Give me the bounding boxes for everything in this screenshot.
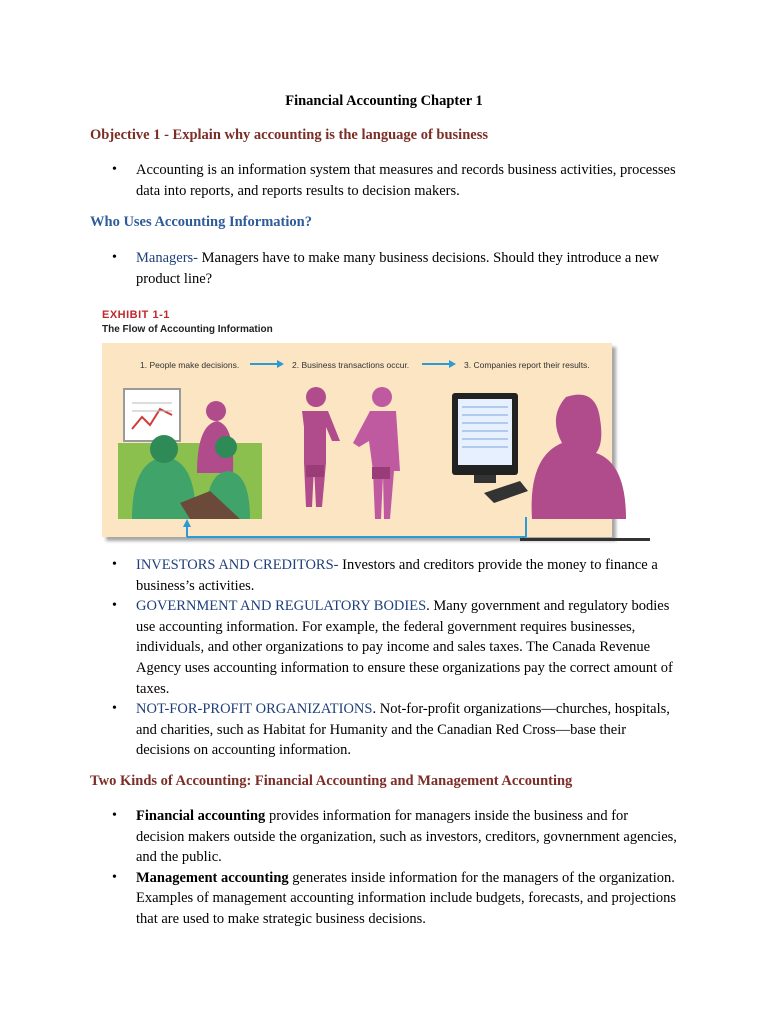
exhibit-step-3: 3. Companies report their results. [464, 360, 590, 370]
flow-arrow-icon [250, 360, 284, 368]
user-term: NOT-FOR-PROFIT ORGANIZATIONS [136, 701, 373, 718]
managers-term: Managers- [136, 250, 199, 266]
kind-term: Management accounting [136, 869, 289, 886]
bullet-icon: • [112, 557, 117, 572]
exhibit-caption: The Flow of Accounting Information [102, 324, 273, 335]
list-item [90, 699, 680, 761]
bullet-icon: • [112, 808, 117, 823]
flow-arrow-icon [422, 360, 456, 368]
two-kinds-heading: Two Kinds of Accounting: Financial Accounting and Management Accounting [90, 773, 573, 789]
exhibit-figure [102, 309, 654, 541]
objective-1-heading: Objective 1 - Explain why accounting is the language of business [90, 127, 488, 143]
list-item-text: Accounting is an information system that measures and records business activities, processes data into reports, and reports results to decision makers. [136, 162, 676, 199]
bullet-icon: • [112, 869, 117, 885]
list-item [90, 555, 680, 596]
bullet-icon: • [112, 598, 117, 614]
exhibit-step-1: 1. People make decisions. [140, 360, 240, 370]
kind-text: generates inside information for the managers of the organization. Examples of management accounting information include budgets, forecasts, and projections that are used to make strategic business decisions. [136, 869, 676, 927]
exhibit-illustration [102, 343, 654, 541]
user-text: . Not-for-profit organizations—churches, hospitals, and charities, such as Habitat for Humanity and the Canadian Red Cross—base their decisions on accounting information. [136, 701, 670, 759]
users-list [90, 555, 680, 761]
bullet-icon: • [112, 250, 117, 265]
computer-report-icon [452, 393, 626, 519]
user-term: INVESTORS AND CREDITORS- [136, 557, 339, 573]
page-title: Financial Accounting Chapter 1 [285, 93, 483, 109]
user-text: . Many government and regulatory bodies use accounting information. For example, the federal government requires businesses, individuals, and other organizations to pay income and sales taxes. The Canada Revenue Agency uses accounting information to ensure these organizations pay the correct amount of taxes. [136, 598, 673, 697]
who-uses-heading: Who Uses Accounting Information? [90, 214, 312, 230]
managers-text: Managers have to make many business decisions. Should they introduce a new product line? [136, 250, 660, 287]
kind-text: provides information for managers inside the business and for decision makers outside the organization, such as investors, creditors, govnernment agencies, and the public. [136, 808, 677, 866]
handshake-icon [302, 387, 400, 519]
bullet-icon: • [112, 701, 117, 717]
list-item [90, 806, 680, 868]
exhibit-label: EXHIBIT 1-1 [102, 309, 170, 321]
list-item [90, 248, 680, 289]
user-text: Investors and creditors provide the money to finance a business’s activities. [136, 557, 658, 594]
objective-1-list [90, 160, 680, 201]
list-item [90, 868, 680, 930]
kind-term: Financial accounting [136, 808, 266, 824]
managers-list [90, 248, 680, 289]
feedback-loop-icon [183, 517, 650, 541]
list-item [90, 160, 680, 201]
two-kinds-list [90, 806, 680, 930]
bullet-icon: • [112, 162, 117, 177]
list-item [90, 596, 680, 699]
decision-meeting-icon [118, 389, 262, 519]
user-term: GOVERNMENT AND REGULATORY BODIES [136, 598, 427, 615]
exhibit-step-2: 2. Business transactions occur. [292, 360, 410, 370]
